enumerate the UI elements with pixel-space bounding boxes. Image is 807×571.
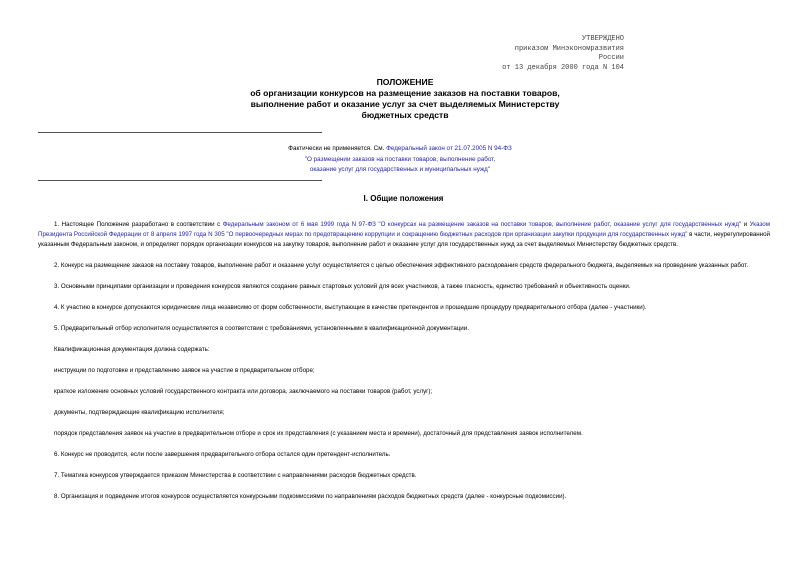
notice-prefix: Фактически не применяется. См.	[288, 145, 387, 152]
approval-line: УТВЕРЖДЕНО	[581, 35, 624, 43]
document-body	[38, 220, 770, 513]
paragraph-5-intro: Квалификационная документация должна содержать:	[54, 346, 210, 353]
paragraph-5-item: документы, подтверждающие квалификацию исполнителя;	[54, 409, 225, 416]
divider-top	[38, 132, 322, 133]
title-line: выполнение работ и оказание услуг за счет выделяемых Министерству	[250, 99, 560, 109]
approval-line: от 13 декабря 2000 года N 104	[502, 63, 624, 72]
paragraph-4: 4. К участию в конкурсе допускаются юридические лица независимо от форм собственности, выступающие в качестве претендентов и прошедшие процедуру предварительного отбора (далее - участники).	[54, 304, 647, 311]
paragraph-7: 7. Тематика конкурсов утверждается приказом Министерства в соответствии с направлениями расходов бюджетных средств.	[54, 472, 417, 479]
approval-stamp	[502, 35, 624, 73]
approval-line: приказом Минэкономразвития	[514, 44, 624, 53]
paragraph-5-item: краткое изложение основных условий государственного контракта или договора, заключаемого на поставки товаров (работ, услуг);	[54, 388, 433, 395]
law-title-link-1[interactable]: "О размещении заказов на поставки товаров, выполнение работ,	[304, 155, 496, 163]
section-title: I. Общие положения	[363, 194, 444, 203]
paragraph-text: 1. Настоящее Положение разработано в соответствии с	[54, 221, 223, 228]
paragraph-text: и	[741, 221, 750, 228]
paragraph-3: 3. Основными принципами организации и проведения конкурсов являются создание равных стартовых условий для всех участников, а также гласность, единство требований и объективность оценки.	[54, 283, 631, 290]
paragraph-1	[38, 220, 770, 250]
document-title	[220, 77, 590, 121]
paragraph-2: 2. Конкурс на размещение заказов на поставку товаров, выполнение работ и оказание услуг осуществляется с целью обеспечения эффективного расходования средств федерального бюджета, выделяемых на проведение указанных работ.	[54, 262, 749, 269]
title-line: бюджетных средств	[361, 110, 449, 120]
law-title-link-2[interactable]: оказание услуг для государственных и муниципальных нужд"	[309, 166, 491, 173]
paragraph-8: 8. Организация и подведение итогов конкурсов осуществляется конкурсными подкомиссиями по направлениям расходов бюджетных средств (далее - конкурсные подкомиссии).	[54, 493, 567, 500]
approval-line: России	[598, 54, 624, 62]
paragraph-text: в части, неурегулированной указанным Федеральным законом, и определяет порядок организации конкурсов на закупку товаров, выполнение работ и оказание услуг для государственных нужд за счет выделяемых Министерству бюджетных средств.	[38, 231, 770, 248]
paragraph-5: 5. Предварительный отбор исполнителя осуществляется в соответствии с требованиями, установленными в квалификационной документации.	[54, 325, 469, 332]
paragraph-5-item: инструкции по подготовке и представлению заявок на участие в предварительном отборе;	[54, 367, 315, 374]
title-line: об организации конкурсов на размещение заказов на поставки товаров,	[250, 88, 560, 98]
divider-bottom	[38, 180, 322, 181]
status-notice	[230, 144, 570, 176]
federal-law-link[interactable]: Федеральным законом от 6 мая 1999 года N 97-ФЗ "О конкурсах на размещение заказов на поставки товаров, выполнение работ, оказание услуг для государственных нужд"	[222, 221, 742, 228]
paragraph-5-item: порядок представления заявок на участие в предварительном отборе и срок их представления (с указанием места и времени), достаточный для представления заявок исполнителем.	[54, 430, 583, 437]
paragraph-6: 6. Конкурс не проводится, если после завершения предварительного отбора остался один претендент-исполнитель.	[54, 451, 391, 458]
title-line: ПОЛОЖЕНИЕ	[376, 77, 434, 87]
presidential-decree-link[interactable]: Указом Президента Российской Федерации от 8 апреля 1997 года N 305 "О первоочередных мерах по предотвращению коррупции и сокращению бюджетных расходов при организации закупки продукции для государственных нужд"	[38, 221, 770, 238]
law-link[interactable]: Федеральный закон от 21.07.2005 N 94-ФЗ	[386, 145, 512, 152]
